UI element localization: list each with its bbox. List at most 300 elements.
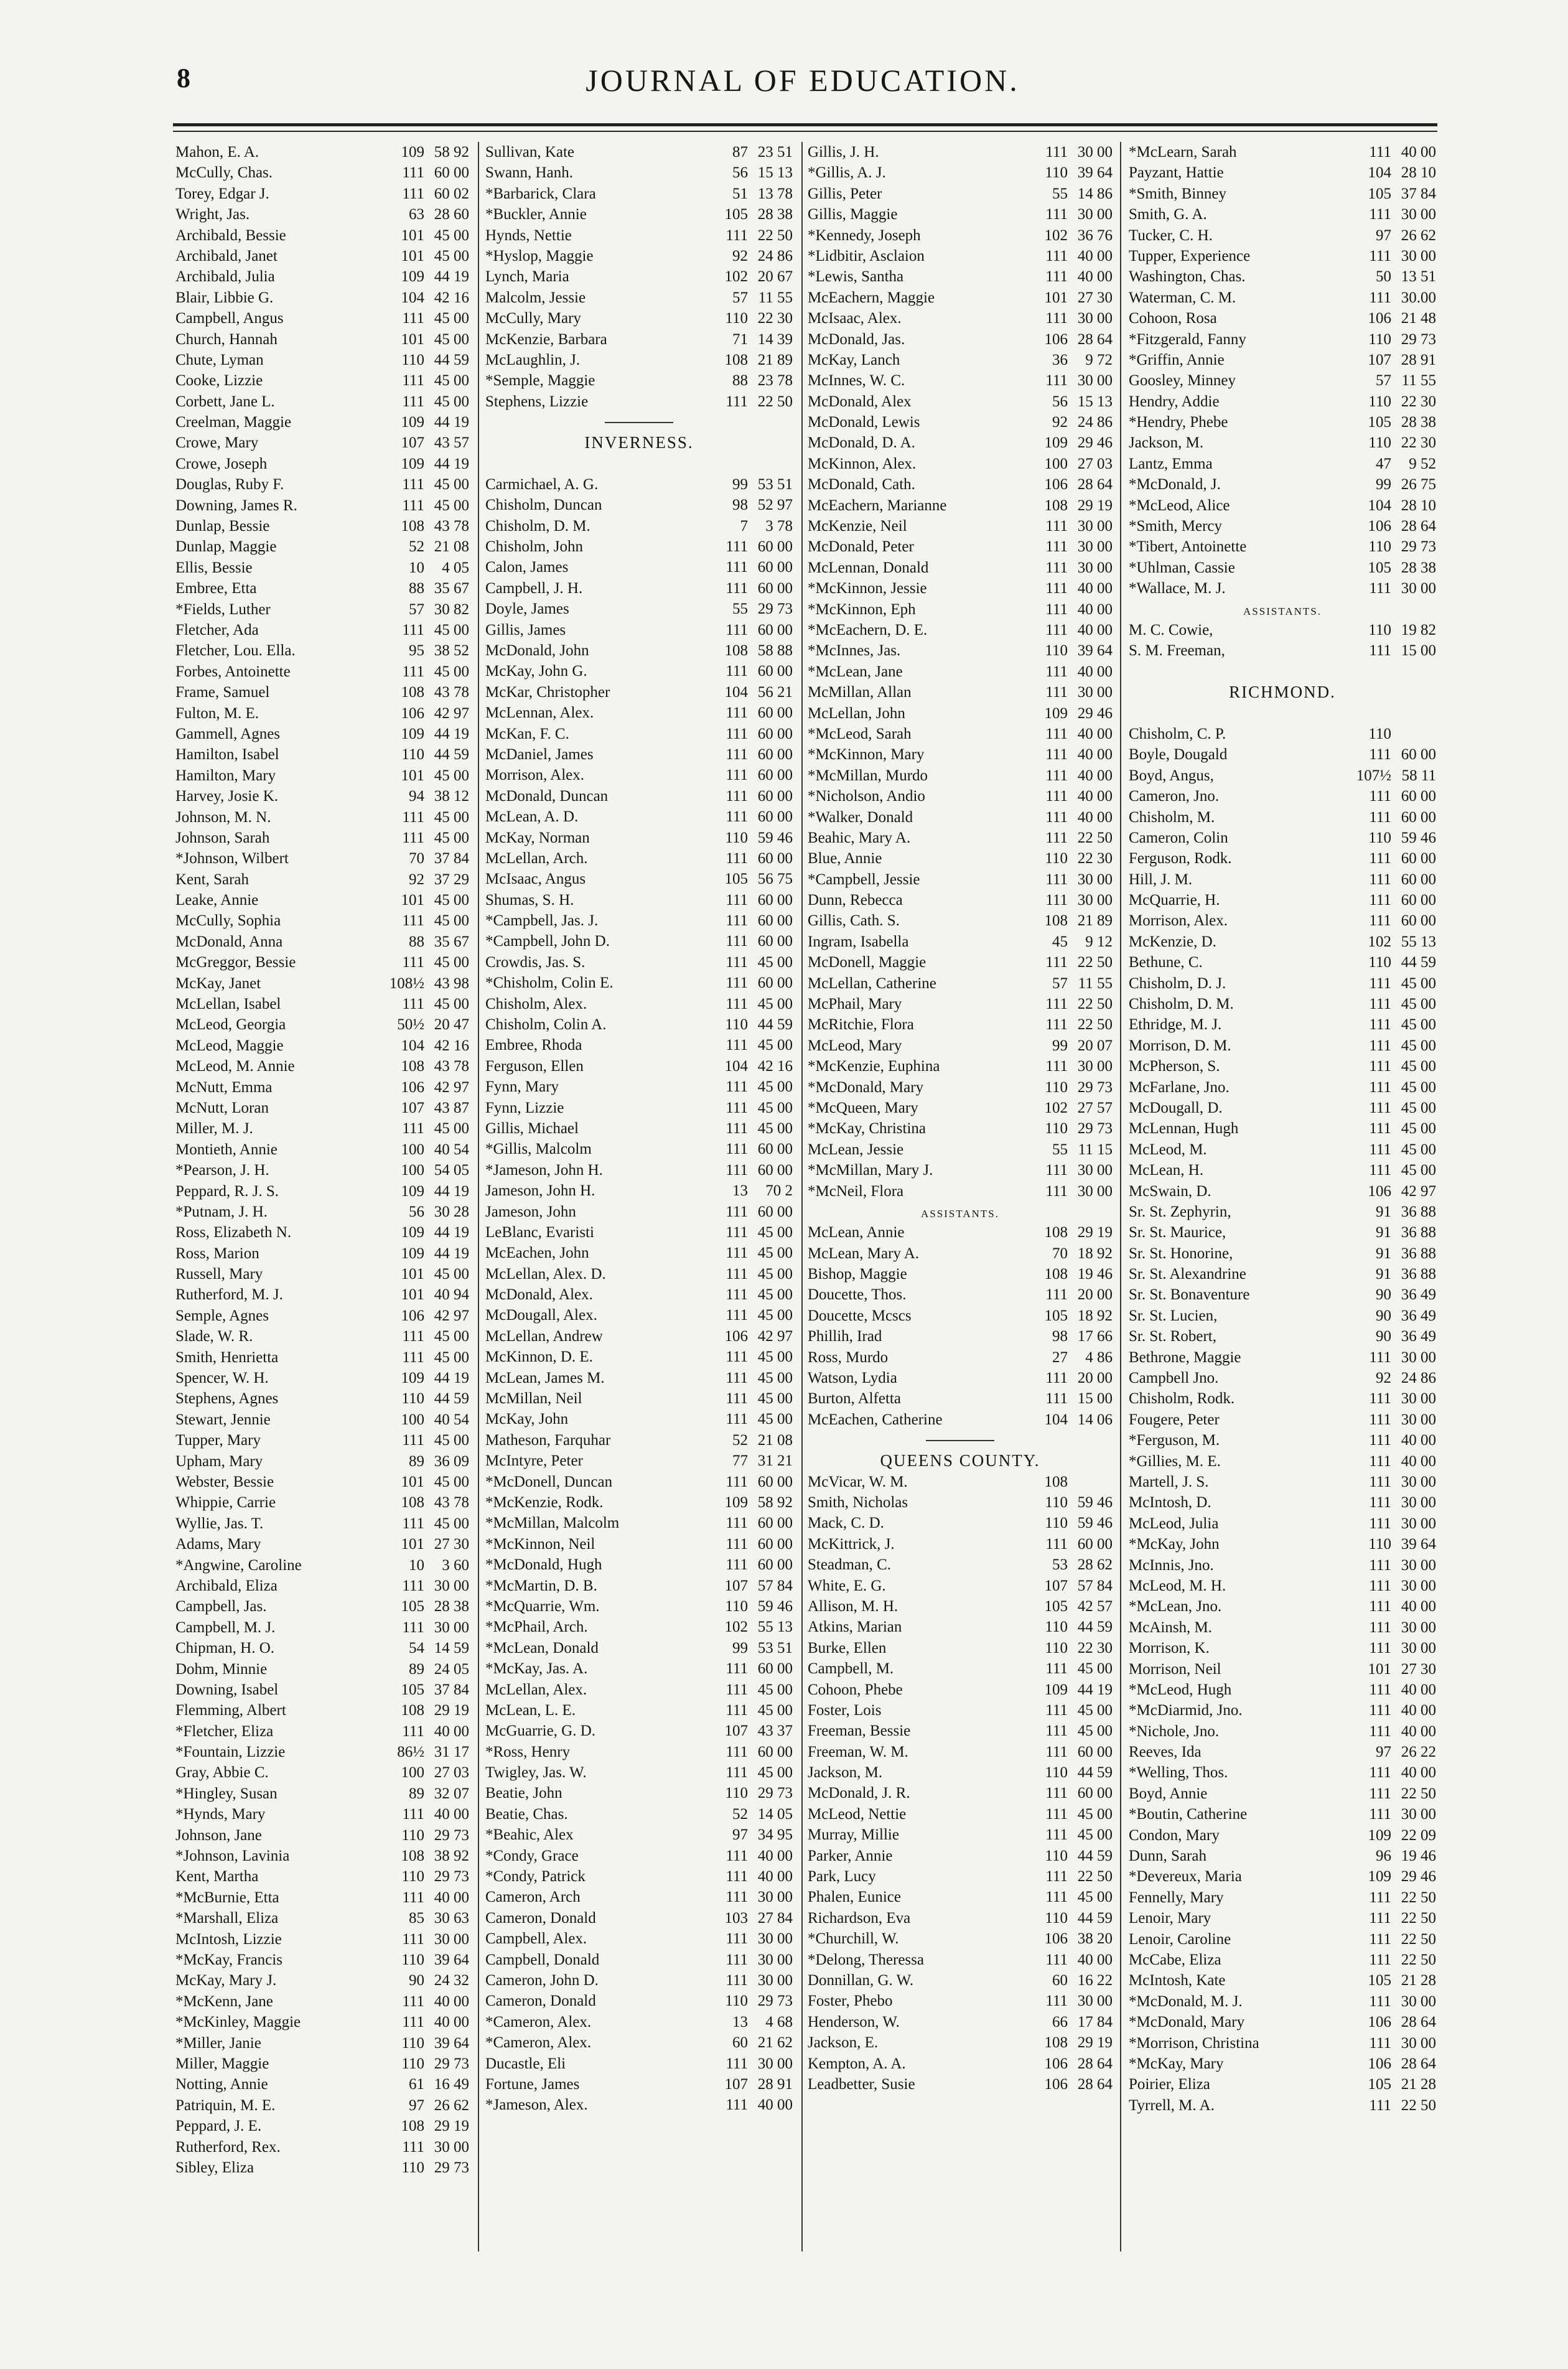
teacher-name: Archibald, Eliza [175, 1577, 278, 1594]
days-taught: 111 [726, 1390, 748, 1408]
days-taught: 109 [401, 1245, 424, 1262]
days-taught: 56 [732, 164, 748, 182]
days-taught: 110 [1368, 829, 1391, 846]
list-item [485, 516, 793, 536]
days-taught: 101 [401, 330, 424, 348]
list-item [175, 1388, 469, 1409]
list-item [1129, 142, 1436, 162]
days-taught: 89 [409, 1785, 424, 1802]
days-taught: 111 [402, 954, 424, 971]
days-taught: 111 [726, 704, 748, 722]
amount-paid: 45 00 [434, 996, 469, 1013]
teacher-name: Sr. St. Lucien, [1129, 1307, 1218, 1324]
amount-paid: 29 73 [434, 2055, 469, 2072]
list-item [1129, 1825, 1436, 1846]
days-taught: 110 [1368, 621, 1391, 638]
county-heading: INVERNESS. [584, 433, 694, 452]
list-item [808, 1970, 1113, 1991]
days-taught: 111 [726, 808, 748, 826]
days-taught: 110 [1045, 1078, 1068, 1096]
days-taught: 110 [725, 829, 748, 846]
amount-paid: 59 46 [757, 829, 793, 846]
amount-paid: 30 00 [1401, 1515, 1436, 1532]
amount-paid: 30 00 [757, 1889, 793, 1906]
list-item [1129, 1409, 1436, 1430]
days-taught: 108 [401, 1494, 424, 1512]
days-taught: 111 [1369, 974, 1391, 992]
amount-paid: 23 51 [757, 144, 793, 161]
list-item [175, 558, 469, 578]
days-taught: 111 [726, 1245, 748, 1262]
days-taught: 110 [401, 1390, 424, 1408]
days-taught: 111 [726, 1556, 748, 1574]
amount-paid: 44 59 [757, 1016, 793, 1034]
list-item [175, 1035, 469, 1056]
days-taught: 100 [401, 1162, 424, 1179]
teacher-name: Park, Lucy [808, 1868, 876, 1885]
days-taught: 111 [1045, 663, 1068, 680]
days-taught: 107 [724, 2075, 748, 2093]
amount-paid: 22 50 [1401, 1951, 1436, 1968]
list-item [175, 1056, 469, 1077]
list-item [808, 1762, 1113, 1783]
amount-paid: 60 00 [757, 912, 793, 930]
days-taught: 109 [401, 414, 424, 431]
list-item [808, 204, 1113, 225]
list-item [485, 1928, 793, 1949]
teacher-name: McGuarrie, G. D. [485, 1722, 596, 1740]
amount-paid: 30 00 [1077, 892, 1113, 909]
list-item [485, 1430, 793, 1451]
list-item [485, 246, 793, 266]
list-item [1129, 412, 1436, 432]
teacher-name: Archibald, Julia [175, 268, 275, 286]
list-item [175, 474, 469, 495]
amount-paid: 42 97 [434, 704, 469, 722]
list-item [485, 1970, 793, 1991]
teacher-name: Ferguson, Ellen [485, 1057, 584, 1075]
list-item [1129, 828, 1436, 848]
amount-paid: 11 15 [1078, 1141, 1113, 1158]
list-item [808, 1783, 1113, 1803]
amount-paid: 60 00 [757, 891, 793, 909]
amount-paid: 60 00 [757, 704, 793, 722]
days-taught: 107 [724, 1577, 748, 1594]
amount-paid: 37 84 [1401, 185, 1436, 202]
amount-paid: 22 30 [1077, 1639, 1113, 1656]
list-item [808, 578, 1113, 599]
amount-paid: 21 08 [757, 1431, 793, 1449]
days-taught: 86½ [397, 1744, 424, 1761]
list-item [1129, 786, 1436, 806]
teacher-name: Kent, Martha [175, 1868, 259, 1885]
list-item [808, 2054, 1113, 2074]
days-taught: 106 [1044, 1930, 1068, 1948]
teacher-name: *Kennedy, Joseph [808, 227, 921, 244]
teacher-name: McLean, L. E. [485, 1701, 576, 1719]
amount-paid: 36 49 [1401, 1307, 1436, 1324]
list-item [485, 620, 793, 640]
days-taught: 111 [1369, 808, 1391, 826]
teacher-name: McDonald, D. A. [808, 434, 915, 452]
list-item [1129, 1077, 1436, 1098]
list-item [175, 432, 469, 453]
amount-paid: 58 11 [1401, 767, 1436, 784]
amount-paid: 27 30 [434, 1536, 469, 1553]
list-item [175, 391, 469, 412]
amount-paid: 30 00 [1077, 1993, 1113, 2010]
days-taught: 57 [732, 289, 748, 306]
teacher-name: Downing, James R. [175, 497, 297, 514]
days-taught: 108 [1044, 1473, 1068, 1490]
days-taught: 111 [1369, 1889, 1391, 1906]
teacher-name: Fortune, James [485, 2075, 580, 2093]
amount-paid: 40 00 [757, 1847, 793, 1864]
list-item [808, 1368, 1113, 1388]
teacher-name: Semple, Agnes [175, 1307, 269, 1324]
amount-paid: 36 88 [1401, 1224, 1436, 1241]
list-item [808, 1284, 1113, 1305]
days-taught: 55 [1052, 1141, 1068, 1158]
amount-paid: 45 00 [1401, 974, 1436, 992]
list-item [808, 1887, 1113, 1907]
days-taught: 111 [1369, 1494, 1391, 1512]
list-item [485, 1762, 793, 1783]
list-item [485, 1638, 793, 1658]
days-taught: 111 [726, 1930, 748, 1948]
days-taught: 108 [1044, 1266, 1068, 1283]
teacher-name: *Beahic, Alex [485, 1826, 574, 1844]
days-taught: 57 [409, 600, 424, 618]
days-taught: 111 [1045, 788, 1068, 805]
teacher-name: Lantz, Emma [1129, 455, 1213, 472]
list-item [485, 1887, 793, 1907]
amount-paid: 15 00 [1077, 1390, 1113, 1408]
teacher-name: *Boutin, Catherine [1129, 1806, 1248, 1823]
days-taught: 100 [401, 1411, 424, 1428]
teacher-name: Sr. St. Alexandrine [1129, 1266, 1246, 1283]
list-item [485, 2032, 793, 2053]
days-taught: 111 [402, 476, 424, 493]
teacher-name: Morrison, Alex. [485, 767, 585, 784]
teacher-name: Jackson, M. [1129, 434, 1204, 452]
days-taught: 27 [1052, 1348, 1068, 1366]
list-item [175, 1866, 469, 1887]
amount-paid: 9 72 [1085, 351, 1113, 368]
days-taught: 105 [1368, 414, 1391, 431]
teacher-name: Tupper, Mary [175, 1432, 261, 1449]
days-taught: 47 [1376, 455, 1391, 472]
amount-paid: 58 92 [757, 1494, 793, 1511]
amount-paid: 22 50 [1077, 1016, 1113, 1034]
days-taught: 111 [726, 725, 748, 742]
days-taught: 55 [732, 600, 748, 618]
list-item [175, 2033, 469, 2054]
days-taught: 106 [1368, 518, 1391, 535]
list-item [175, 287, 469, 308]
days-taught: 51 [732, 185, 748, 202]
assistants-heading: ASSISTANTS. [1243, 605, 1322, 617]
days-taught: 111 [726, 538, 748, 556]
list-item [175, 495, 469, 516]
teacher-name: McInnis, Jno. [1129, 1556, 1214, 1574]
teacher-name: *Ross, Henry [485, 1743, 571, 1760]
list-item [175, 329, 469, 350]
list-item [1129, 932, 1436, 952]
teacher-name: Lenoir, Mary [1129, 1910, 1211, 1927]
list-item [175, 2074, 469, 2095]
list-item [175, 724, 469, 744]
days-taught: 111 [1369, 1515, 1391, 1532]
amount-paid: 40 94 [434, 1286, 469, 1304]
teacher-name: Ducastle, Eli [485, 2055, 566, 2072]
teacher-name: Stephens, Lizzie [485, 393, 589, 410]
list-item [808, 391, 1113, 412]
teacher-name: Leake, Annie [175, 892, 259, 909]
amount-paid: 60 00 [434, 164, 469, 182]
list-item [1129, 1513, 1436, 1534]
teacher-name: *McMillan, Malcolm [485, 1515, 620, 1532]
days-taught: 111 [402, 808, 424, 826]
teacher-name: Ellis, Bessie [175, 559, 253, 576]
list-item [808, 1866, 1113, 1887]
amount-paid: 44 59 [434, 746, 469, 764]
days-taught: 104 [1044, 1411, 1068, 1428]
days-taught: 105 [724, 206, 748, 223]
amount-paid: 43 78 [434, 684, 469, 701]
list-item [485, 1492, 793, 1513]
list-item [485, 1908, 793, 1928]
days-taught: 90 [409, 1972, 424, 1989]
amount-paid: 29 19 [1077, 2034, 1113, 2052]
amount-paid: 28 10 [1401, 497, 1436, 514]
teacher-name: McLellan, Arch. [485, 849, 588, 867]
amount-paid: 30 00 [434, 2138, 469, 2156]
days-taught: 101 [401, 1474, 424, 1490]
teacher-name: McLellan, Andrew [485, 1327, 603, 1345]
days-taught: 111 [1369, 1764, 1391, 1782]
teacher-name: Jackson, E. [808, 2034, 879, 2052]
days-taught: 111 [1369, 1016, 1391, 1034]
list-item [808, 910, 1113, 931]
days-taught: 90 [1376, 1286, 1391, 1304]
days-taught: 104 [724, 1057, 748, 1075]
teacher-name: Campbell, J. H. [485, 579, 583, 597]
list-item [175, 1659, 469, 1680]
teacher-name: McKay, John G. [485, 663, 587, 680]
teacher-name: Allison, M. H. [808, 1597, 898, 1615]
days-taught: 111 [726, 393, 748, 410]
amount-paid: 45 00 [434, 1266, 469, 1283]
amount-paid: 29 19 [1077, 497, 1113, 514]
amount-paid: 27 30 [1401, 1660, 1436, 1678]
days-taught: 104 [1368, 164, 1391, 182]
section-divider [926, 1440, 994, 1441]
amount-paid: 59 46 [757, 1597, 793, 1615]
amount-paid: 27 30 [1077, 289, 1113, 306]
teacher-name: *McDonald, Mary [808, 1078, 924, 1096]
list-item [175, 1908, 469, 1928]
list-item [485, 1617, 793, 1637]
days-taught: 55 [1052, 185, 1068, 202]
list-item [175, 204, 469, 225]
days-taught: 111 [1045, 1993, 1068, 2010]
teacher-name: Russell, Mary [175, 1266, 263, 1283]
amount-paid: 60 00 [757, 767, 793, 784]
list-item [485, 1451, 793, 1471]
days-taught: 110 [1045, 1120, 1068, 1138]
list-item [1129, 2054, 1436, 2074]
amount-paid: 44 59 [1077, 1847, 1113, 1864]
days-taught: 111 [1369, 1598, 1391, 1615]
list-item [175, 266, 469, 287]
amount-paid: 21 62 [757, 2034, 793, 2052]
list-item [485, 1950, 793, 1970]
teacher-name: *McPhail, Arch. [485, 1619, 588, 1636]
amount-paid: 40 00 [757, 2096, 793, 2114]
amount-paid: 45 00 [757, 1099, 793, 1116]
teacher-name: Doucette, Thos. [808, 1286, 907, 1304]
teacher-name: McLean, Mary A. [808, 1245, 920, 1262]
days-taught: 111 [1045, 746, 1068, 764]
list-item [485, 1742, 793, 1762]
teacher-name: Rutherford, M. J. [175, 1286, 283, 1304]
amount-paid: 60 00 [757, 1660, 793, 1678]
list-item [1129, 1991, 1436, 2012]
amount-paid: 45 00 [434, 310, 469, 327]
amount-paid: 19 82 [1401, 621, 1436, 638]
days-taught: 111 [726, 1223, 748, 1241]
days-taught: 106 [1044, 476, 1068, 493]
days-taught: 106 [1368, 2055, 1391, 2072]
list-item [808, 952, 1113, 973]
teacher-name: *Barbarick, Clara [485, 185, 596, 202]
amount-paid: 30 00 [1401, 1619, 1436, 1636]
days-taught: 61 [409, 2076, 424, 2093]
teacher-name: Campbell, M. [808, 1660, 894, 1678]
days-taught: 102 [1044, 227, 1068, 244]
list-item [485, 2095, 793, 2115]
list-item [808, 1160, 1113, 1180]
list-item [175, 1970, 469, 1991]
days-taught: 87 [732, 144, 748, 161]
amount-paid: 44 19 [434, 414, 469, 431]
days-taught: 101 [401, 767, 424, 784]
amount-paid: 45 00 [757, 1701, 793, 1719]
teacher-name: Campbell, Jas. [175, 1598, 267, 1615]
amount-paid: 30 00 [1077, 206, 1113, 223]
days-taught: 111 [1369, 247, 1391, 264]
days-taught: 111 [402, 1348, 424, 1366]
list-item [485, 869, 793, 889]
days-taught: 110 [1045, 1515, 1068, 1532]
amount-paid: 36 09 [434, 1452, 469, 1470]
amount-paid: 38 12 [434, 788, 469, 805]
amount-paid: 60 00 [757, 974, 793, 992]
days-taught: 110 [1368, 1536, 1391, 1553]
amount-paid: 45 00 [1401, 1037, 1436, 1054]
amount-paid: 44 59 [1077, 1764, 1113, 1782]
list-item [485, 682, 793, 703]
list-item [808, 765, 1113, 786]
amount-paid: 45 00 [434, 829, 469, 846]
amount-paid: 29 46 [1077, 434, 1113, 452]
amount-paid: 29 19 [1077, 1224, 1113, 1241]
list-item [808, 1492, 1113, 1513]
list-item [1129, 1970, 1436, 1991]
list-item [175, 1513, 469, 1534]
teacher-name: McIntosh, Kate [1129, 1972, 1226, 1989]
amount-paid: 44 19 [434, 1224, 469, 1241]
list-item [175, 1950, 469, 1970]
teacher-name: *McDonell, Duncan [485, 1473, 613, 1490]
list-item [175, 869, 469, 890]
teacher-name: *Gillis, Malcolm [485, 1141, 592, 1158]
teacher-name: Cameron, Donald [485, 1909, 596, 1927]
teacher-name: *Fountain, Lizzie [175, 1744, 286, 1761]
amount-paid: 24 86 [1077, 414, 1113, 431]
amount-paid: 39 64 [1077, 164, 1113, 182]
amount-paid: 60 00 [757, 1203, 793, 1220]
teacher-name: McKar, Christopher [485, 683, 610, 701]
teacher-name: Chisholm, M. [1129, 808, 1215, 826]
list-item [175, 1430, 469, 1451]
teacher-name: Jackson, M. [808, 1764, 883, 1782]
amount-paid: 28 64 [1077, 2055, 1113, 2072]
amount-paid: 60 00 [757, 1161, 793, 1179]
teacher-name: McNutt, Loran [175, 1099, 269, 1116]
amount-paid: 60 00 [757, 933, 793, 950]
amount-paid: 45 00 [1077, 1701, 1113, 1719]
days-taught: 111 [726, 1141, 748, 1158]
days-taught: 88 [409, 580, 424, 597]
teacher-name: *Hynds, Mary [175, 1806, 266, 1823]
teacher-name: *Putnam, J. H. [175, 1203, 268, 1220]
amount-paid: 15 00 [1401, 642, 1436, 660]
list-item [1129, 287, 1436, 308]
days-taught: 111 [1045, 1058, 1068, 1075]
list-item [485, 162, 793, 183]
days-taught: 111 [1045, 600, 1068, 618]
teacher-name: McKenzie, Neil [808, 518, 907, 535]
list-item [485, 1991, 793, 2011]
teacher-name: Cohoon, Phebe [808, 1681, 903, 1698]
teacher-name: Steadman, C. [808, 1556, 892, 1574]
list-item [175, 162, 469, 183]
amount-paid: 18 92 [1077, 1245, 1113, 1262]
amount-paid: 45 00 [434, 1120, 469, 1138]
teacher-name: Freeman, W. M. [808, 1743, 908, 1760]
amount-paid: 59 46 [1077, 1515, 1113, 1532]
teacher-name: Donnillan, G. W. [808, 1971, 914, 1989]
days-taught: 111 [1369, 1120, 1391, 1138]
days-taught: 111 [1045, 1951, 1068, 1968]
amount-paid: 28 38 [434, 1598, 469, 1615]
days-taught: 111 [726, 849, 748, 867]
days-taught: 110 [1368, 538, 1391, 556]
days-taught: 108 [401, 518, 424, 535]
days-taught: 66 [1052, 2013, 1068, 2030]
teacher-name: *Wallace, M. J. [1129, 580, 1226, 597]
list-item [485, 495, 793, 515]
list-item [485, 1658, 793, 1679]
days-taught: 103 [724, 1909, 748, 1927]
list-item [1129, 225, 1436, 246]
list-item [175, 454, 469, 474]
list-item [1129, 1222, 1436, 1243]
teacher-name: McDougall, Alex. [485, 1307, 597, 1324]
page-header [168, 62, 1437, 106]
